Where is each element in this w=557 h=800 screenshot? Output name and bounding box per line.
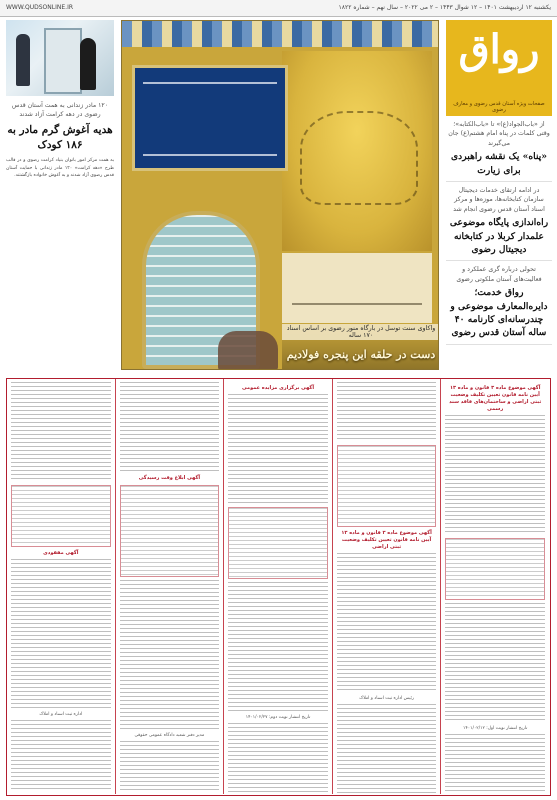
item-kicker: تحولی درباره گری عملکرد و فعالیت‌های آستان ملکوتی رضوی [456,266,542,283]
right-column [446,20,552,370]
masthead-subtitle: صفحات ویژه آستان قدس رضوی و معارف رضوی [453,101,545,113]
item-headline[interactable]: راه‌اندازی پایگاه موضوعی علمدار کربلا در کتابخانه دیجیتال رضوی [449,217,549,255]
list-item[interactable] [446,116,552,182]
pilgrim-hand [218,331,278,370]
ads-column [440,379,549,794]
ads-column [223,379,332,794]
item-headline[interactable]: رواق خدمت؛ دایره‌المعارف موضوعی و چندرسانه‌ای کارنامه ۴۰ ساله آستان قدس رضوی [450,287,548,339]
list-item[interactable] [446,182,552,261]
top-bar [0,0,557,17]
item-kicker: در ادامه ارتقای خدمات دیجیتال سازمان کتابخانه‌ها، موزه‌ها و مرکز اسناد آستان قدس رضوی انجام شد [453,187,545,213]
masthead [446,20,552,116]
rawaq-logo: رواق [458,26,540,73]
tile-border [122,21,439,47]
hero-title[interactable]: دست در حلقه این پنجره فولادیم [286,348,436,361]
ad-sign: رئیس اداره ثبت اسناد و املاک [359,696,414,701]
ad-sign: تاریخ انتشار نوبت اول: ۱۴۰۱/۰۲/۱۲ [463,726,528,731]
ad-sign: تاریخ انتشار نوبت دوم: ۱۴۰۱/۰۲/۲۷ [245,715,311,720]
ads-column [332,379,441,794]
ad-sign: اداره ثبت اسناد و املاک [39,712,83,717]
ad-title: آگهی مفقودی [43,550,79,556]
hero-image [121,20,439,370]
left-story-headline[interactable]: هدیه آغوش گرم مادر به ۱۸۶ کودک [7,123,113,152]
issue-date-line: یکشنبه ۱۲ اردیبهشت ۱۴۰۱ – ۱۲ شوال ۱۴۴۳ – ۲ می ۲۰۲۲ – سال نهم – شماره ۱۸۲۲ [338,4,551,11]
ad-title: آگهی ابلاغ وقت رسیدگی [138,475,201,481]
cream-calligraphy-panel [282,253,432,323]
legal-ads-section [6,378,551,796]
blue-calligraphy-panel [132,65,288,171]
left-story-kicker: ۱۲۰ مادر زندانی به همت آستان قدس رضوی در دهه کرامت آزاد شدند [11,102,109,118]
left-story [6,20,114,370]
left-story-body: به همت مرکز امور بانوان بنیاد کرامت رضوی و در قالب طرح «دهه کرامت» ۱۲۰ مادر زندانی با حمایت آستان قدس رضوی آزاد شدند و به آغوش خانواده بازگشتند. [6,158,114,178]
hero-kicker: واکاوی سنت توسل در بارگاه منور رضوی بر اساس اسناد ۱۷۰ ساله [282,324,439,340]
gold-calligraphy-panel [282,51,432,251]
item-kicker: از «باب‌الجواد(ع)» تا «باب‌الکتابه»؛ وقتی کلمات در پناه امام هشتم(ع) جان می‌گیرند [448,121,550,147]
website-url[interactable]: WWW.QUDSONLINE.IR [6,4,74,11]
prison-mothers-photo [6,20,114,96]
ad-title: آگهی موضوع ماده ۳ قانون و ماده ۱۳ آیین نامه قانون تعیین تکلیف وضعیت ثبتی اراضی [341,530,432,550]
hero-caption [282,323,439,370]
ads-column [115,379,224,794]
item-headline[interactable]: «پناه» یک نقشه راهبردی برای زیارت [450,151,548,176]
ad-title: آگهی موضوع ماده ۳ قانون و ماده ۱۳ آیین نامه قانون تعیین تکلیف وضعیت ثبتی اراضی و ساختمان‌های فاقد سند رسمی [449,385,542,412]
ad-sign: مدیر دفتر شعبه دادگاه عمومی حقوقی [134,733,205,738]
ads-column [7,379,115,794]
list-item[interactable] [446,261,552,344]
ad-title: آگهی برگزاری مزایده عمومی [241,385,315,391]
